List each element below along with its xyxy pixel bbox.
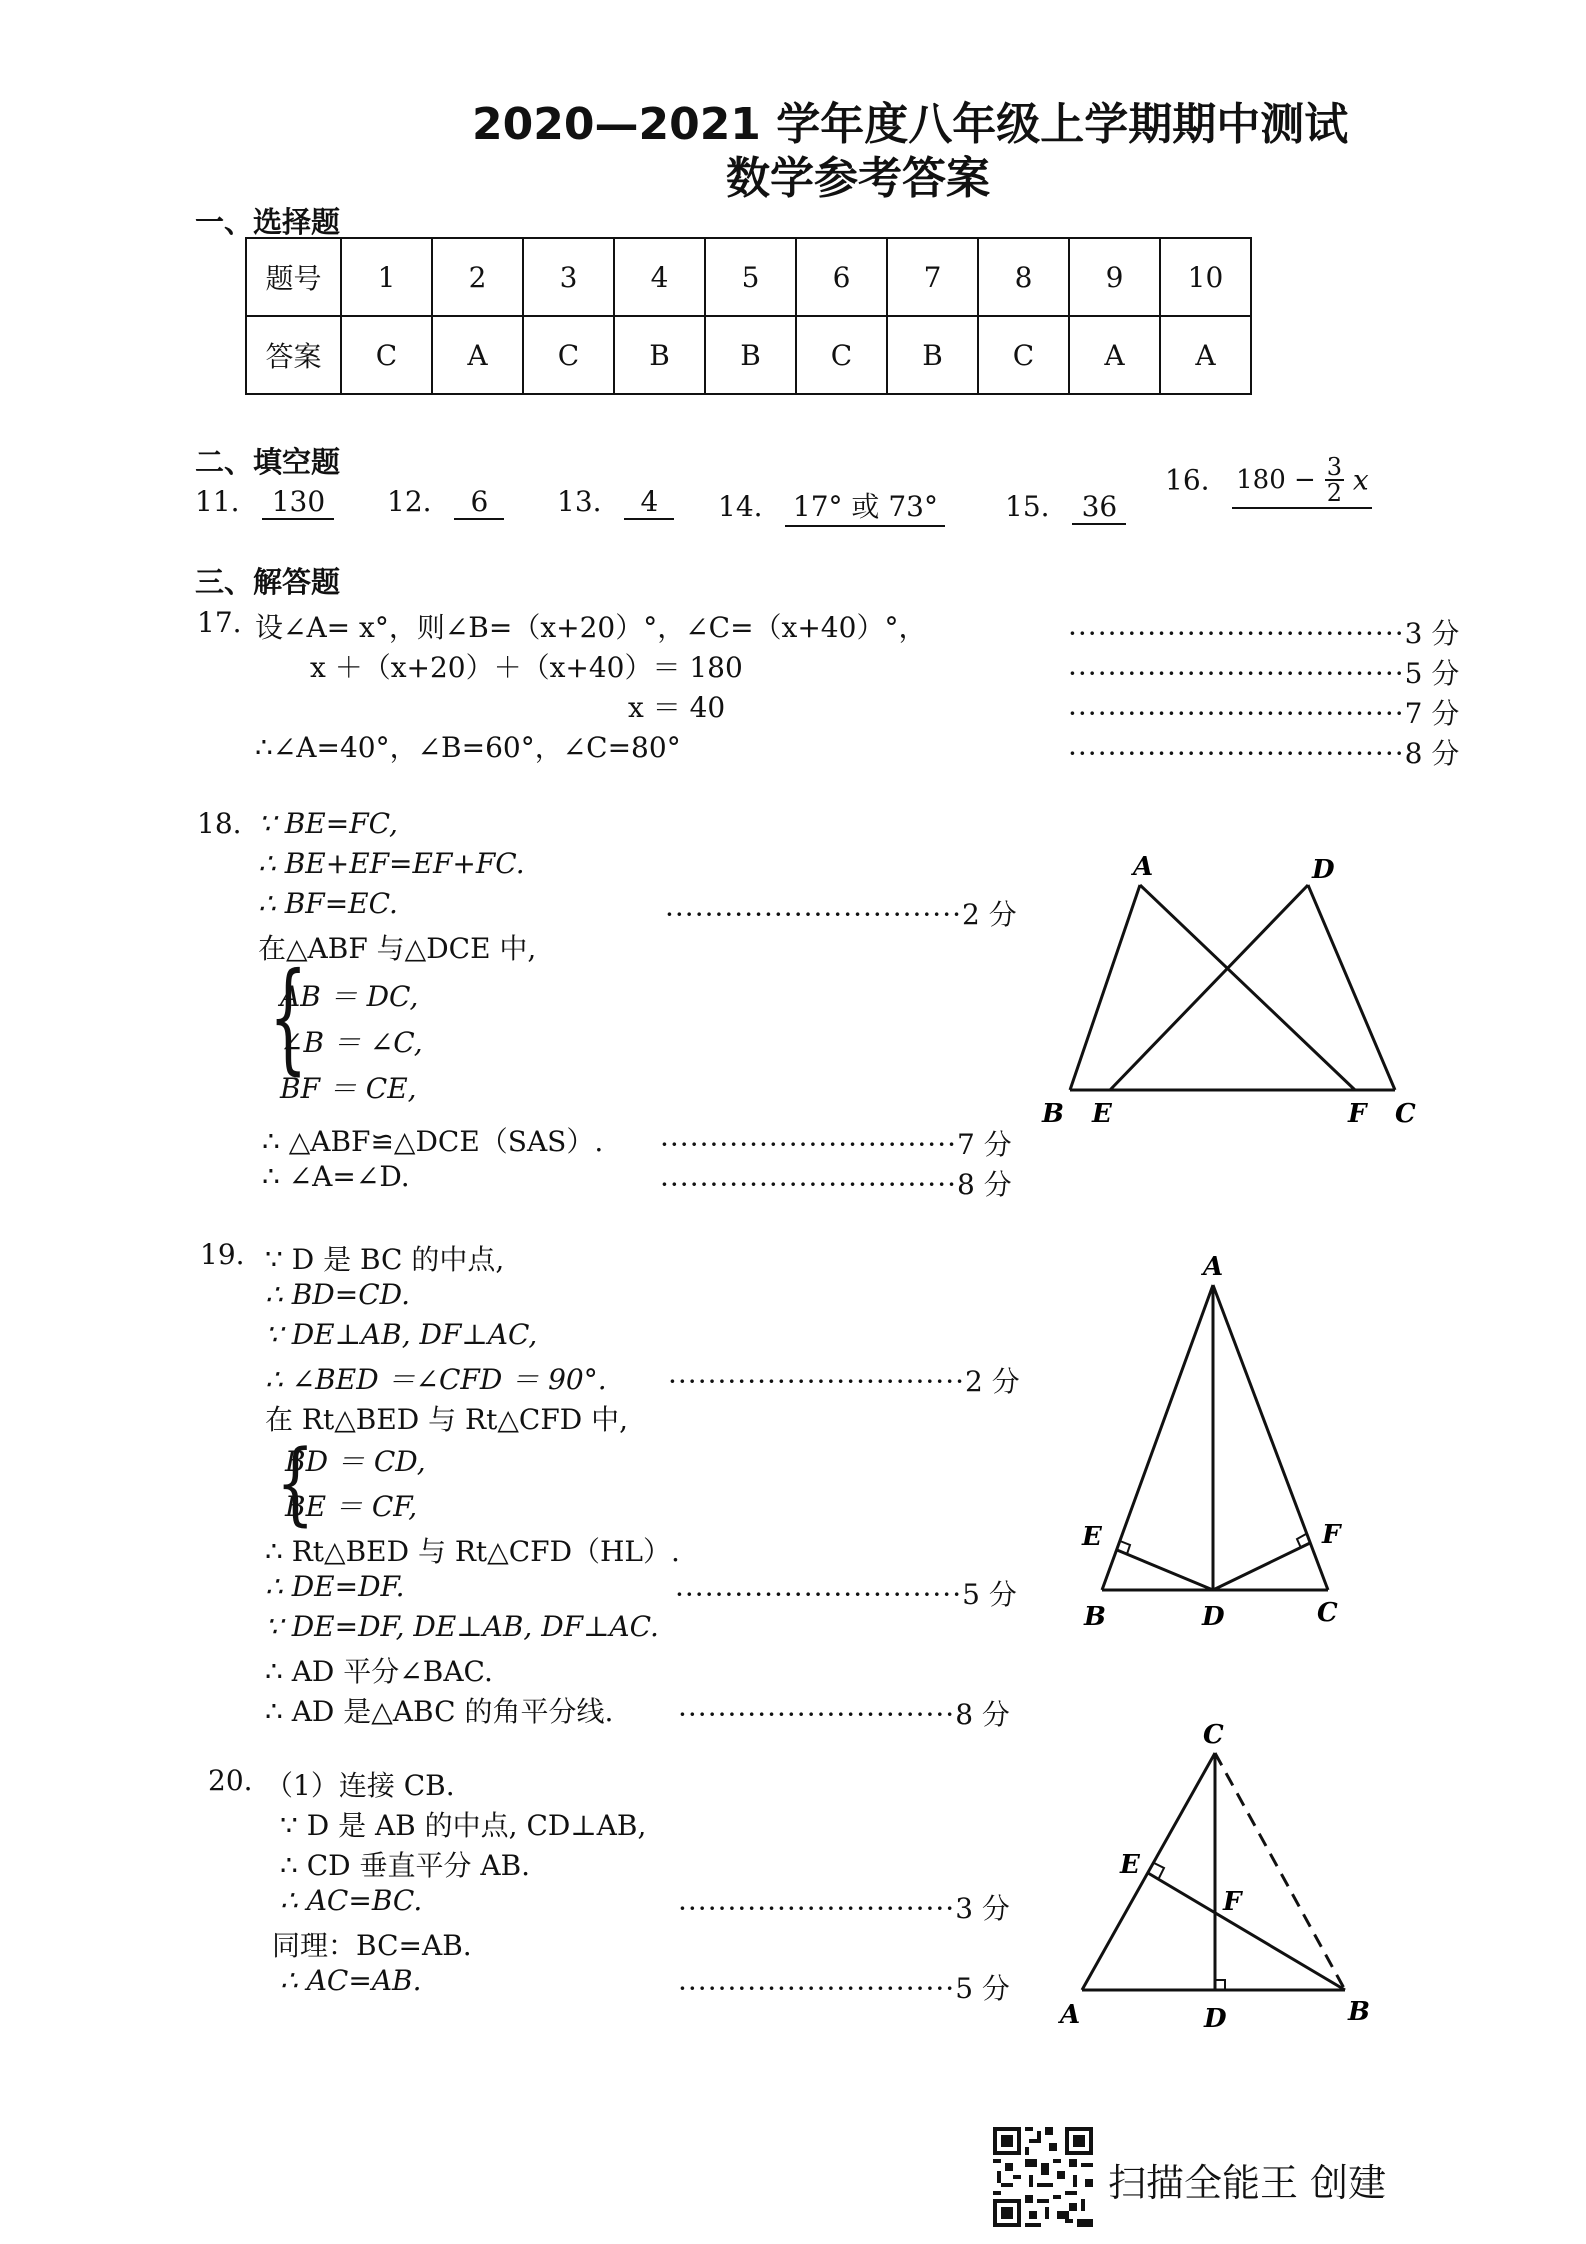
table-cell: 2	[432, 238, 523, 316]
q18-line: ∴ △ABF≌△DCE（SAS）.	[262, 1125, 604, 1158]
score-text: 8 分	[957, 1168, 1012, 1201]
item-number: 16.	[1165, 463, 1210, 497]
q19-line: ∵ DE⊥AB, DF⊥AC,	[265, 1318, 538, 1351]
q17-line: ∴∠A=40°，∠B=60°，∠C=80°	[255, 731, 681, 764]
q17-line: 设∠A= x°，则∠B=（x+20）°，∠C=（x+40）°，	[255, 611, 927, 644]
label-f: F	[1223, 1887, 1242, 1917]
label-d: D	[1202, 1602, 1225, 1632]
q18-line: 在△ABF 与△DCE 中,	[258, 932, 537, 965]
label-e: E	[1092, 1099, 1112, 1129]
q20-number: 20.	[208, 1764, 253, 1797]
q18-line: BF ＝ CE,	[280, 1072, 417, 1105]
fraction-numerator: 3	[1326, 453, 1343, 481]
table-cell: B	[614, 316, 705, 394]
segment-ac	[1082, 1753, 1215, 1990]
q20-score: ····························5 分	[678, 1972, 1010, 2005]
table-cell: 4	[614, 238, 705, 316]
section-3-heading: 三、解答题	[195, 565, 341, 599]
page-title: 2020—2021 学年度八年级上学期期中测试	[472, 99, 1349, 150]
table-cell: 9	[1069, 238, 1160, 316]
q17-score: ··································5 分	[1068, 657, 1460, 690]
fill-answer: 6	[454, 485, 504, 520]
score-text: 2 分	[965, 1365, 1020, 1398]
label-a: A	[1060, 2000, 1081, 2030]
q18-score: ······························7 分	[660, 1128, 1012, 1161]
label-f: F	[1348, 1099, 1367, 1129]
section-1-heading: 一、选择题	[195, 205, 341, 239]
q18-line: ∵ BE=FC,	[258, 807, 398, 840]
table-cell: 1	[341, 238, 432, 316]
segment-ac	[1213, 1285, 1328, 1590]
q20-line: ∴ CD 垂直平分 AB.	[280, 1849, 531, 1882]
label-d: D	[1204, 2004, 1227, 2034]
score-text: 8 分	[1404, 737, 1460, 770]
label-c: C	[1203, 1720, 1224, 1750]
label-c: C	[1395, 1099, 1416, 1129]
q19-line: BD ＝ CD,	[285, 1445, 426, 1478]
q19-line: ∴ DE=DF.	[265, 1570, 405, 1603]
q19-number: 19.	[200, 1238, 245, 1271]
system-brace: {	[269, 948, 308, 1087]
table-cell: B	[887, 316, 978, 394]
segment-af	[1140, 885, 1355, 1090]
q19-score: ·····························5 分	[675, 1578, 1017, 1611]
q17-score: ··································3 分	[1068, 617, 1460, 650]
table-cell: 6	[796, 238, 887, 316]
fill-answer: 4	[624, 485, 674, 520]
score-text: 7 分	[1404, 697, 1460, 730]
segment-cb-dashed	[1215, 1753, 1345, 1990]
q19-line: ∴ ∠BED ＝∠CFD ＝ 90°.	[265, 1363, 607, 1396]
q19-line: ∵ DE=DF, DE⊥AB, DF⊥AC.	[265, 1610, 659, 1643]
score-text: 7 分	[957, 1128, 1012, 1161]
label-e: E	[1120, 1850, 1140, 1880]
score-text: 3 分	[955, 1892, 1010, 1925]
q20-line: ∵ D 是 AB 的中点, CD⊥AB,	[280, 1809, 647, 1842]
table-cell: 10	[1160, 238, 1251, 316]
score-text: 5 分	[1404, 657, 1460, 690]
q20-line: （1）连接 CB.	[265, 1769, 455, 1802]
q17-score: ··································7 分	[1068, 697, 1460, 730]
q19-score: ······························2 分	[668, 1365, 1020, 1398]
segment-df	[1213, 1543, 1310, 1590]
label-a: A	[1203, 1252, 1224, 1282]
q17-line: x ＋（x+20）＋（x+40）＝ 180	[310, 651, 743, 684]
q19-line: ∵ D 是 BC 的中点,	[265, 1243, 505, 1276]
table-cell: A	[432, 316, 523, 394]
q20-line: ∴ AC=AB.	[280, 1964, 422, 1997]
segment-eb	[1148, 1873, 1345, 1990]
table-cell: C	[978, 316, 1069, 394]
score-text: 5 分	[955, 1972, 1010, 2005]
label-b: B	[1348, 1997, 1370, 2027]
q18-line: ∴ BF=EC.	[258, 887, 398, 920]
label-e: E	[1082, 1522, 1102, 1552]
fill-item-12	[387, 485, 504, 520]
q18-line: ∴ BE+EF=EF+FC.	[258, 847, 525, 880]
q19-figure	[1070, 1245, 1370, 1645]
fill-answer: 36	[1072, 490, 1126, 525]
label-b: B	[1042, 1099, 1064, 1129]
q17-score: ··································8 分	[1068, 737, 1460, 770]
label-d: D	[1312, 855, 1335, 885]
table-cell: C	[341, 316, 432, 394]
q20-figure	[1040, 1705, 1400, 2035]
table-row-answers	[246, 316, 1251, 394]
item-number: 14.	[718, 490, 763, 523]
score-text: 8 分	[955, 1698, 1010, 1731]
table-cell: 5	[705, 238, 796, 316]
table-row-numbers	[246, 238, 1251, 316]
label-c: C	[1317, 1598, 1338, 1628]
page-subtitle: 数学参考答案	[726, 153, 990, 204]
q17-line: x ＝ 40	[628, 691, 726, 724]
item-number: 15.	[1005, 490, 1050, 523]
table-header-cell: 题号	[246, 238, 341, 316]
footer-text: 扫描全能王 创建	[1108, 2161, 1387, 2205]
q19-line: ∴ BD=CD.	[265, 1278, 410, 1311]
q19-score: ····························8 分	[678, 1698, 1010, 1731]
label-a: A	[1133, 852, 1154, 882]
fill-answer: 130	[262, 485, 334, 520]
table-cell: C	[796, 316, 887, 394]
fill-item-13	[557, 485, 674, 520]
fill-answer-prefix: 180 −	[1236, 465, 1316, 495]
label-f: F	[1322, 1520, 1341, 1550]
q18-line: ∠B ＝ ∠C,	[280, 1026, 423, 1059]
table-header-cell: 答案	[246, 316, 341, 394]
fill-item-16	[1165, 455, 1372, 509]
item-number: 12.	[387, 485, 432, 518]
section-2-heading: 二、填空题	[195, 445, 341, 479]
fill-item-11	[195, 485, 334, 520]
q19-line: 在 Rt△BED 与 Rt△CFD 中,	[265, 1403, 629, 1436]
segment-ab	[1070, 885, 1140, 1090]
table-cell: 3	[523, 238, 614, 316]
q19-line: BE ＝ CF,	[285, 1490, 418, 1523]
table-cell: A	[1160, 316, 1251, 394]
q17-number: 17.	[197, 606, 242, 639]
score-text: 5 分	[962, 1578, 1017, 1611]
system-brace: {	[276, 1431, 315, 1536]
table-cell: 7	[887, 238, 978, 316]
segment-ab	[1102, 1285, 1213, 1590]
q20-score: ····························3 分	[678, 1892, 1010, 1925]
fill-answer	[1232, 455, 1372, 509]
q18-number: 18.	[197, 807, 242, 840]
q20-line: ∴ AC=BC.	[280, 1884, 423, 1917]
fill-item-14	[718, 485, 945, 527]
q19-line: ∴ AD 是△ABC 的角平分线.	[265, 1695, 614, 1728]
item-number: 13.	[557, 485, 602, 518]
q20-line: 同理：BC=AB.	[272, 1929, 472, 1962]
table-cell: A	[1069, 316, 1160, 394]
q18-figure	[1030, 840, 1450, 1140]
score-text: 2 分	[962, 898, 1017, 931]
q18-line: ∴ ∠A=∠D.	[262, 1160, 410, 1193]
fraction-denominator: 2	[1326, 479, 1343, 507]
item-number: 11.	[195, 485, 240, 518]
q18-line: AB ＝ DC,	[280, 980, 419, 1013]
q19-line: ∴ AD 平分∠BAC.	[265, 1655, 493, 1688]
qr-code-icon	[993, 2127, 1093, 2227]
segment-de	[1117, 1550, 1213, 1590]
fill-answer: 17° 或 73°	[785, 485, 945, 527]
fill-answer-suffix: x	[1352, 463, 1369, 497]
q18-score: ······························8 分	[660, 1168, 1012, 1201]
fraction	[1325, 455, 1344, 505]
segment-ed	[1110, 885, 1308, 1090]
q19-line: ∴ Rt△BED 与 Rt△CFD（HL）.	[265, 1535, 680, 1568]
label-b: B	[1084, 1602, 1106, 1632]
answer-table	[245, 237, 1252, 395]
table-cell: B	[705, 316, 796, 394]
fill-item-15	[1005, 490, 1126, 525]
score-text: 3 分	[1404, 617, 1460, 650]
table-cell: C	[523, 316, 614, 394]
q18-score: ······························2 分	[665, 898, 1017, 931]
table-cell: 8	[978, 238, 1069, 316]
